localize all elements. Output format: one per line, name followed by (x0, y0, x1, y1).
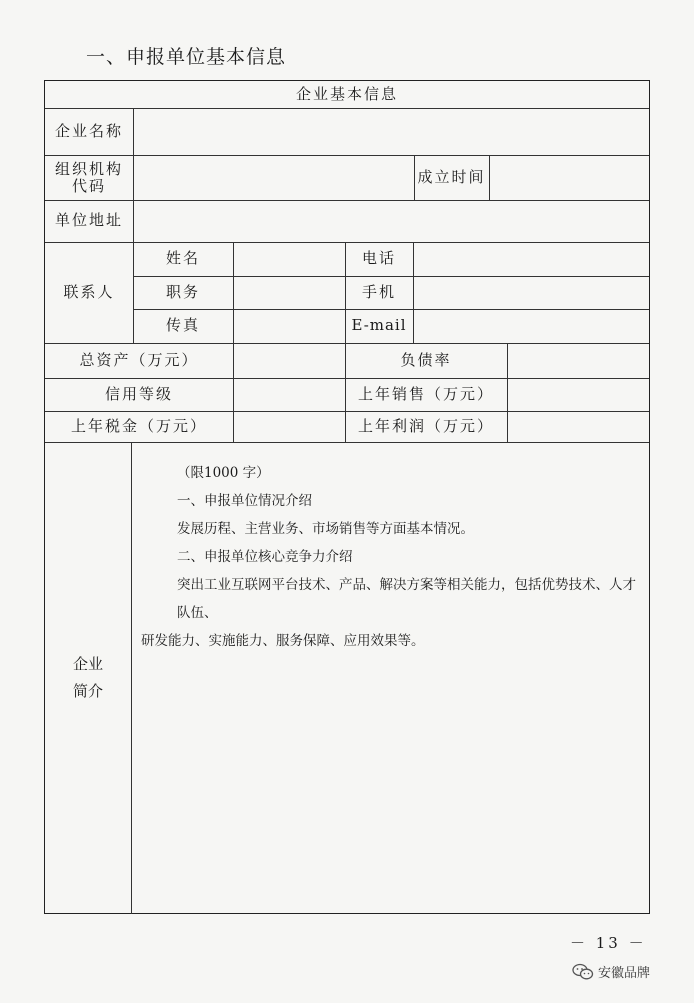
col-line (131, 442, 132, 914)
label-name: 姓名 (165, 249, 200, 268)
section1-title: 一、申报单位情况介绍 (177, 493, 312, 509)
label-phone: 电话 (361, 249, 396, 268)
row-line (45, 155, 649, 156)
row-line (45, 200, 649, 201)
wechat-icon (572, 963, 594, 981)
section-heading: 一、申报单位基本信息 (86, 46, 287, 68)
label-established: 成立时间 (417, 167, 486, 186)
word-limit: （限1000 字） (177, 465, 270, 481)
page-number: － 13 － (570, 934, 647, 952)
col-line (507, 343, 508, 442)
label-email: E-mail (351, 316, 407, 335)
label-address: 单位地址 (54, 211, 123, 230)
label-debt-ratio: 负债率 (400, 350, 452, 369)
label-company-name: 企业名称 (54, 121, 123, 140)
label-org-code-line2: 代码 (71, 176, 106, 195)
label-profile-line2: 简介 (72, 682, 103, 700)
section2-desc-line2: 研发能力、实施能力、服务保障、应用效果等。 (141, 633, 425, 649)
label-org-code-line1: 组织机构 (54, 160, 123, 178)
row-line (45, 108, 649, 109)
label-total-assets: 总资产（万元） (79, 350, 199, 369)
col-line (233, 242, 234, 442)
label-position: 职务 (165, 282, 200, 301)
profile-instructions (141, 459, 647, 655)
label-fax: 传真 (165, 316, 200, 335)
basic-info-form (44, 80, 650, 914)
label-mobile: 手机 (361, 282, 396, 301)
section1-desc: 发展历程、主营业务、市场销售等方面基本情况。 (177, 521, 474, 537)
label-profile-line1: 企业 (72, 655, 103, 673)
section2-title: 二、申报单位核心竞争力介绍 (177, 549, 353, 565)
col-line (489, 155, 490, 200)
col-line (413, 242, 414, 343)
watermark (572, 962, 650, 981)
form-title: 企业基本信息 (295, 84, 398, 103)
section2-desc-line1: 突出工业互联网平台技术、产品、解决方案等相关能力，包括优势技术、人才队伍、 (177, 577, 636, 621)
label-org-code (45, 155, 133, 200)
label-last-year-tax: 上年税金（万元） (70, 416, 207, 435)
watermark-text: 安徽品牌 (598, 966, 651, 981)
row-line (45, 442, 649, 443)
label-last-year-sales: 上年销售（万元） (357, 384, 494, 403)
label-last-year-profit: 上年利润（万元） (357, 416, 494, 435)
label-contact: 联系人 (63, 282, 115, 301)
label-company-profile (45, 442, 131, 914)
label-credit-rating: 信用等级 (104, 384, 173, 403)
